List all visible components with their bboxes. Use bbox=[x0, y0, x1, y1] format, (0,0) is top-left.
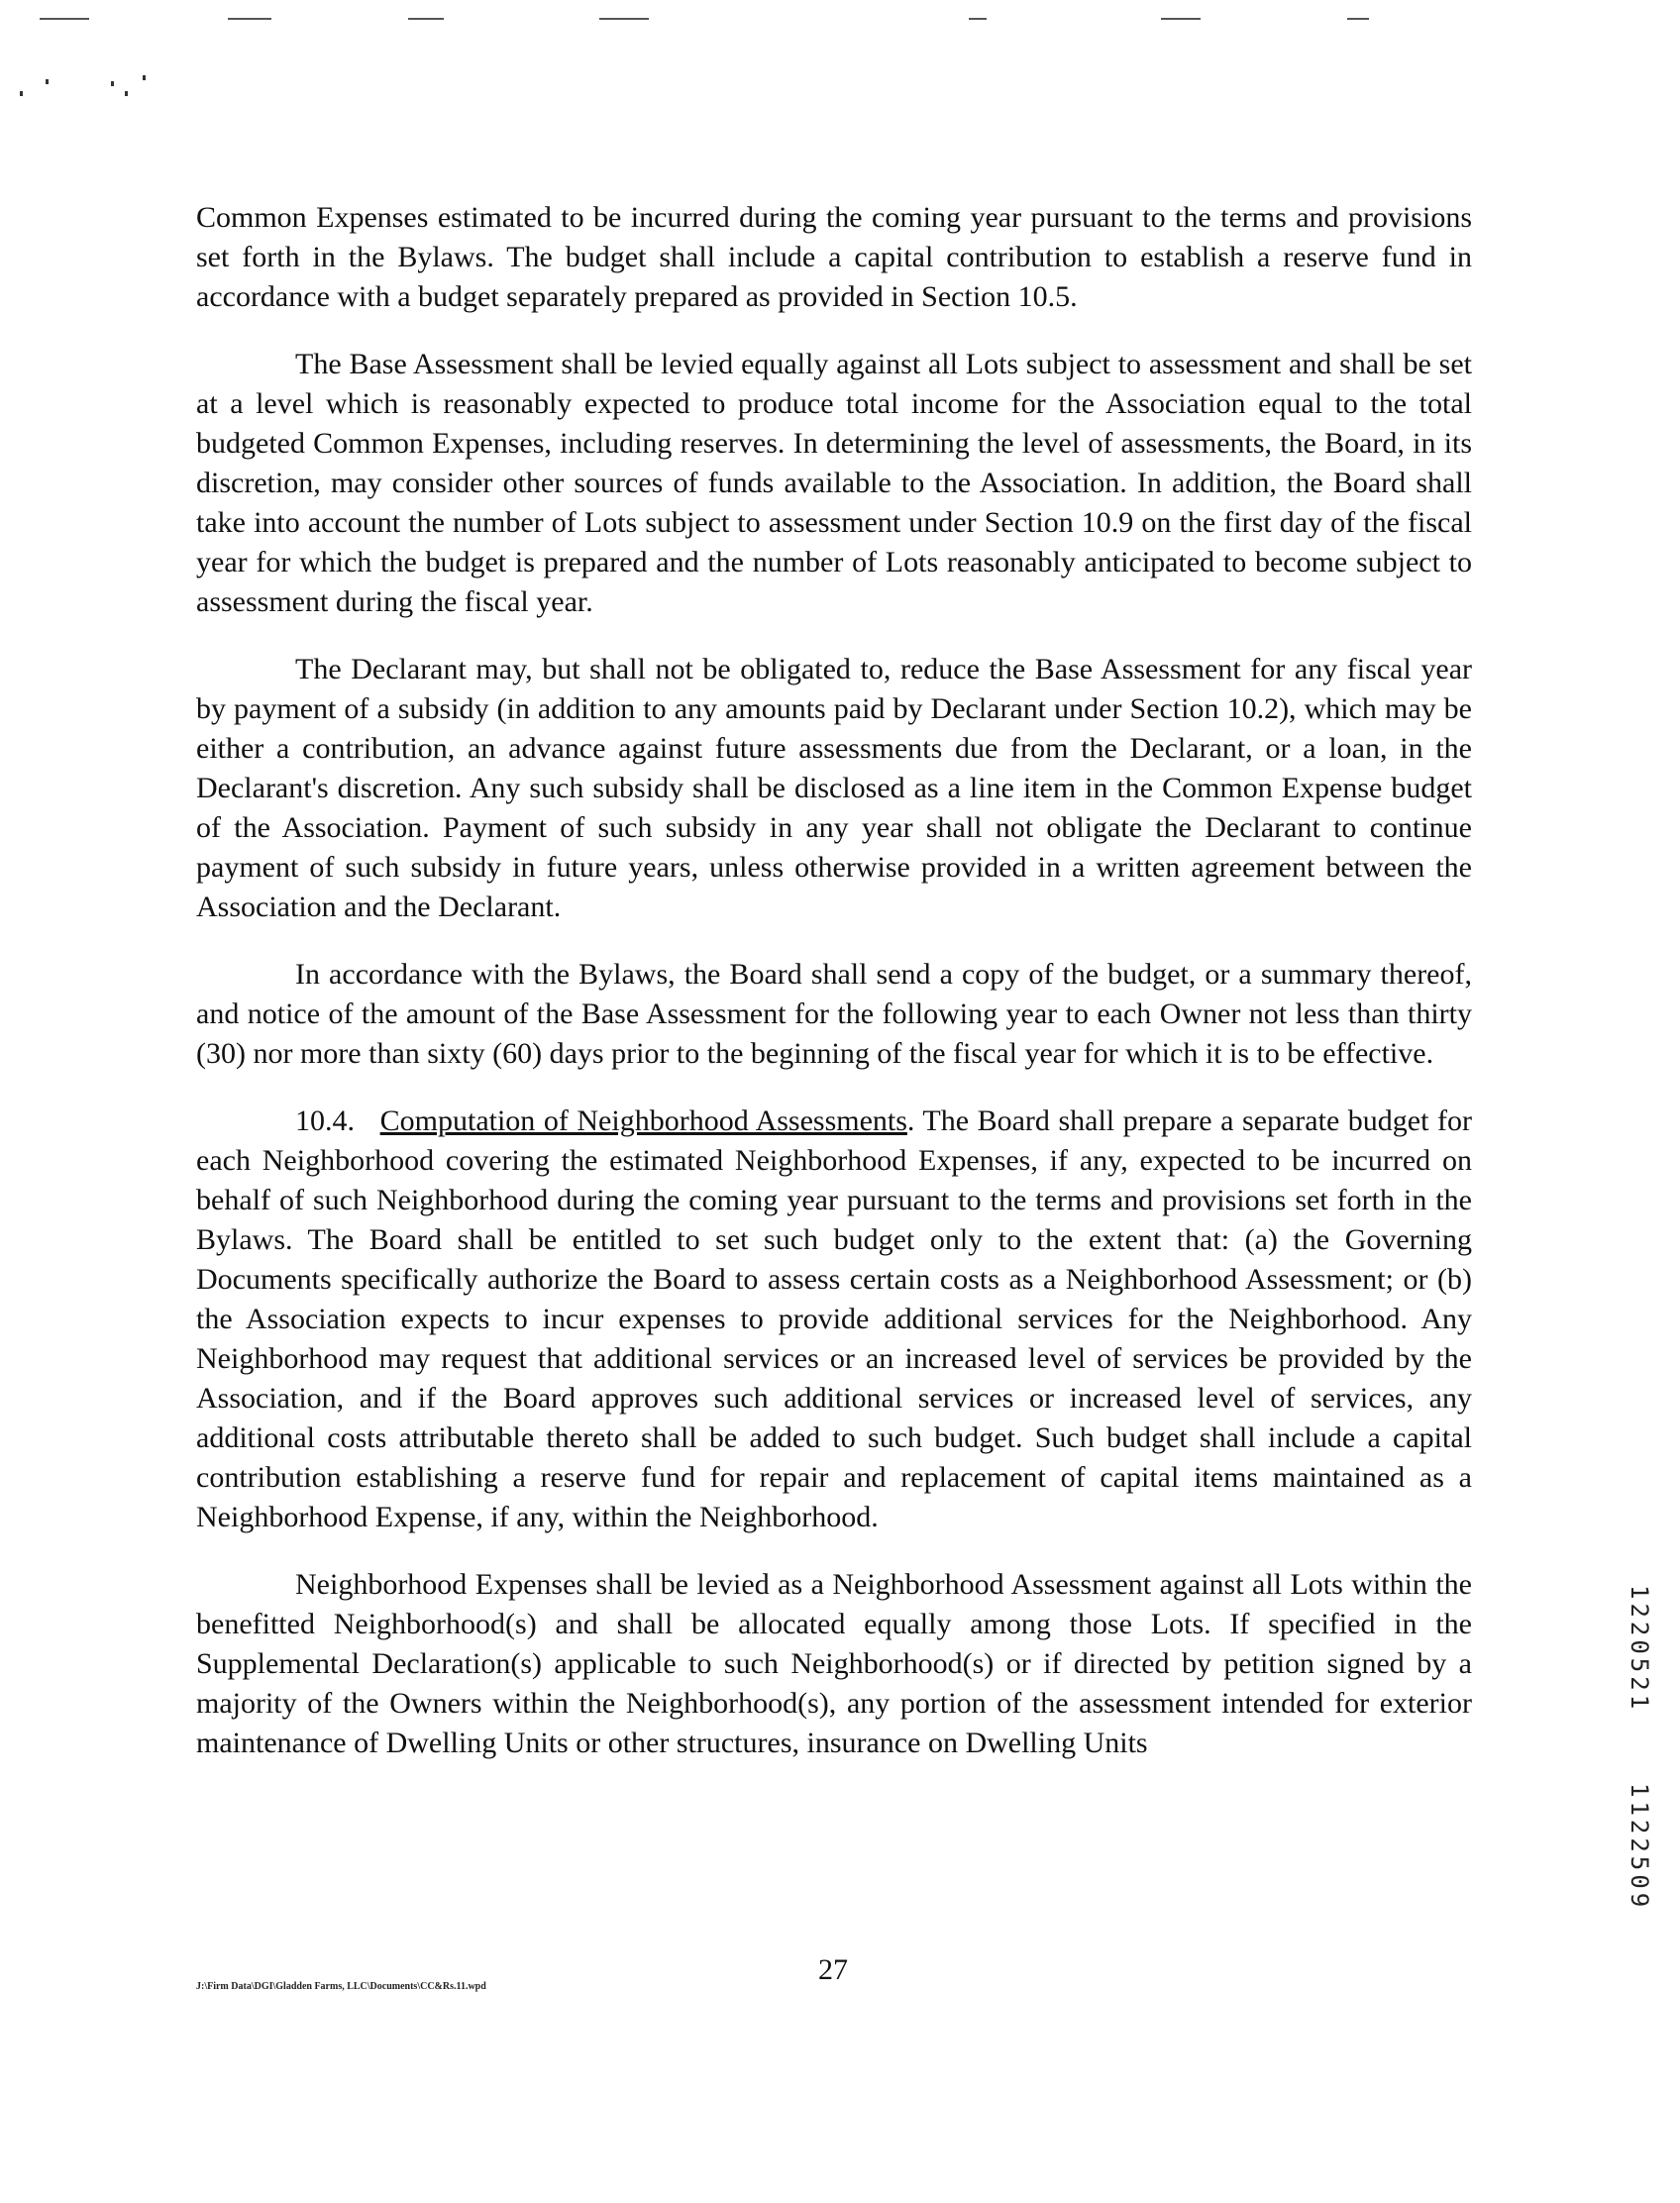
margin-stamp-upper: 1220521 bbox=[1626, 1585, 1653, 1714]
paragraph-base-assessment: The Base Assessment shall be levied equally against all Lots subject to assessment and shall be set at a level which is reasonably expected to produce total income for the Association equal to the total budgeted Common Expenses, including reserves. In determining the level of assessments, the Board, in its discretion, may consider other sources of funds available to the Association. In addition, the Board shall take into account the number of Lots subject to assessment under Section 10.9 on the first day of the fiscal year for which the budget is prepared and the number of Lots reasonably anticipated to become subject to assessment during the fiscal year. bbox=[196, 348, 1472, 618]
section-10-4 bbox=[196, 1102, 1472, 1537]
section-text: . The Board shall prepare a separate budget for each Neighborhood covering the estimated Neighborhood Expenses, if any, expected to be incurred on behalf of such Neighborhood during the coming year pursuant to the terms and provisions set forth in the Bylaws. The Board shall be entitled to set such budget only to the extent that: (a) the Governing Documents specifically authorize the Board to assess certain costs as a Neighborhood Assessment; or (b) the Association expects to incur expenses to provide additional services for the Neighborhood. Any Neighborhood may request that additional services or an increased level of services be provided by the Association, and if the Board approves such additional services or increased level of services, any additional costs attributable thereto shall be added to such budget. Such budget shall include a capital contribution establishing a reserve fund for repair and replacement of capital items maintained as a Neighborhood Expense, if any, within the Neighborhood. bbox=[196, 1104, 1472, 1533]
scan-speck bbox=[46, 79, 49, 84]
scan-dash bbox=[228, 18, 271, 20]
footer-file-path: J:\Firm Data\DGI\Gladden Farms, LLC\Documents\CC&Rs.11.wpd bbox=[196, 1981, 486, 1992]
scan-dash bbox=[408, 18, 444, 20]
scan-dash bbox=[1347, 18, 1369, 20]
scan-dash bbox=[969, 18, 987, 20]
paragraph-budget-notice: In accordance with the Bylaws, the Board shall send a copy of the budget, or a summary thereof, and notice of the amount of the Base Assessment for the following year to each Owner not less than thirty (30) nor more than sixty (60) days prior to the beginning of the fiscal year for which it is to be effective. bbox=[196, 958, 1472, 1070]
scan-dash bbox=[1161, 18, 1201, 20]
section-heading: Computation of Neighborhood Assessments bbox=[379, 1104, 907, 1137]
paragraph-declarant-subsidy: The Declarant may, but shall not be obligated to, reduce the Base Assessment for any fiscal year by payment of a subsidy (in addition to any amounts paid by Declarant under Section 10.2), which may be either a contribution, an advance against future assessments due from the Declarant, or a loan, in the Declarant's discretion. Any such subsidy shall be disclosed as a line item in the Common Expense budget of the Association. Payment of such subsidy in any year shall not obligate the Declarant to continue payment of such subsidy in future years, unless otherwise provided in a written agreement between the Association and the Declarant. bbox=[196, 653, 1472, 923]
section-number: 10.4. bbox=[295, 1104, 355, 1137]
margin-stamp-lower: 1122509 bbox=[1626, 1783, 1653, 1912]
scan-specks bbox=[20, 69, 158, 109]
paragraph-neighborhood-expenses: Neighborhood Expenses shall be levied as a Neighborhood Assessment against all Lots within the benefitted Neighborhood(s) and shall be allocated equally among those Lots. If specified in the Supplemental Declaration(s) applicable to such Neighborhood(s) or if directed by petition signed by a majority of the Owners within the Neighborhood(s), any portion of the assessment intended for exterior maintenance of Dwelling Units or other structures, insurance on Dwelling Units bbox=[196, 1568, 1472, 1759]
scan-speck bbox=[20, 91, 23, 96]
scan-dash bbox=[599, 18, 649, 20]
scan-speck bbox=[143, 75, 146, 80]
scan-top-artifacts bbox=[0, 0, 1680, 40]
scan-speck bbox=[111, 81, 114, 86]
document-body bbox=[196, 198, 1472, 1791]
scan-dash bbox=[40, 18, 89, 20]
scan-speck bbox=[125, 91, 128, 96]
page-number: 27 bbox=[818, 1953, 848, 1986]
paragraph-continuation: Common Expenses estimated to be incurred during the coming year pursuant to the terms and provisions set forth in the Bylaws. The budget shall include a capital contribution to establish a reserve fund in accordance with a budget separately prepared as provided in Section 10.5. bbox=[196, 201, 1472, 313]
